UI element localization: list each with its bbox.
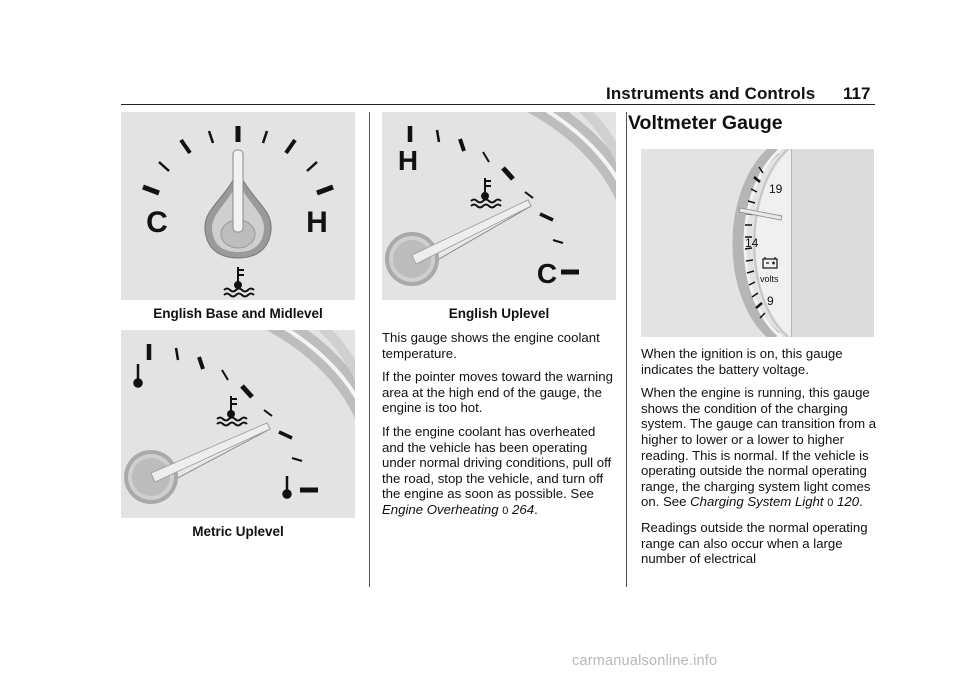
page-ref-symbol: 0 bbox=[827, 497, 834, 510]
paragraph-text: If the engine coolant has overheated and the vehicle has been operating under normal driving conditions, pull off the road, stop the vehicle, and turn off the engine as soon as possible. See bbox=[382, 423, 612, 502]
charging-system-light-link[interactable]: Charging System Light bbox=[690, 494, 824, 510]
figure-1-caption: English Base and Midlevel bbox=[153, 306, 323, 321]
scale-label-mid: 14 bbox=[745, 236, 759, 250]
scale-label-low: 9 bbox=[767, 294, 774, 308]
paragraph-text: When the engine is running, this gauge shows the condition of the charging system. The gauge can transition from a higher to lower or a lower to higher reading. This is normal. If the vehicle is operating outside the normal operating range, the charging system light comes on. See bbox=[641, 385, 877, 510]
paragraph: Readings outside the normal operating range can also occur when a large number of electrical bbox=[641, 519, 868, 567]
figure-metric-uplevel-gauge bbox=[121, 330, 355, 518]
running-header-title: Instruments and Controls bbox=[606, 84, 816, 103]
page-number: 117 bbox=[843, 84, 871, 103]
figure-english-uplevel-gauge bbox=[382, 112, 616, 300]
coolant-gauge-description bbox=[382, 330, 618, 528]
hot-label: H bbox=[397, 145, 419, 176]
voltmeter-description bbox=[641, 346, 877, 575]
paragraph bbox=[641, 385, 877, 512]
column-divider-left bbox=[369, 112, 370, 587]
column-divider-right bbox=[626, 112, 627, 587]
hot-label: H bbox=[306, 206, 328, 239]
page-ref-symbol: 0 bbox=[502, 504, 509, 517]
figure-english-base-gauge bbox=[121, 112, 355, 300]
cold-label: C bbox=[146, 206, 168, 239]
engine-overheating-page-link[interactable]: 264 bbox=[512, 501, 535, 517]
paragraph bbox=[382, 424, 618, 520]
voltmeter-section-heading: Voltmeter Gauge bbox=[628, 112, 783, 134]
sentence-end: . bbox=[534, 501, 538, 517]
charging-system-light-page-link[interactable]: 120 bbox=[837, 494, 860, 510]
paragraph: This gauge shows the engine coolant temperature. bbox=[382, 330, 600, 361]
engine-overheating-link[interactable]: Engine Overheating bbox=[382, 501, 499, 517]
volts-unit-label: volts bbox=[760, 274, 779, 284]
figure-voltmeter-gauge bbox=[641, 149, 874, 337]
paragraph: If the pointer moves toward the warning area at the high end of the gauge, the engine is too hot. bbox=[382, 369, 613, 416]
cold-label: C bbox=[536, 258, 558, 289]
figure-3-caption: English Uplevel bbox=[448, 306, 550, 321]
watermark: carmanualsonline.info bbox=[572, 653, 718, 669]
paragraph: When the ignition is on, this gauge indicates the battery voltage. bbox=[641, 346, 843, 377]
figure-2-caption: Metric Uplevel bbox=[192, 524, 284, 539]
header-rule bbox=[121, 104, 875, 105]
scale-label-high: 19 bbox=[769, 182, 783, 196]
sentence-end: . bbox=[859, 494, 863, 510]
